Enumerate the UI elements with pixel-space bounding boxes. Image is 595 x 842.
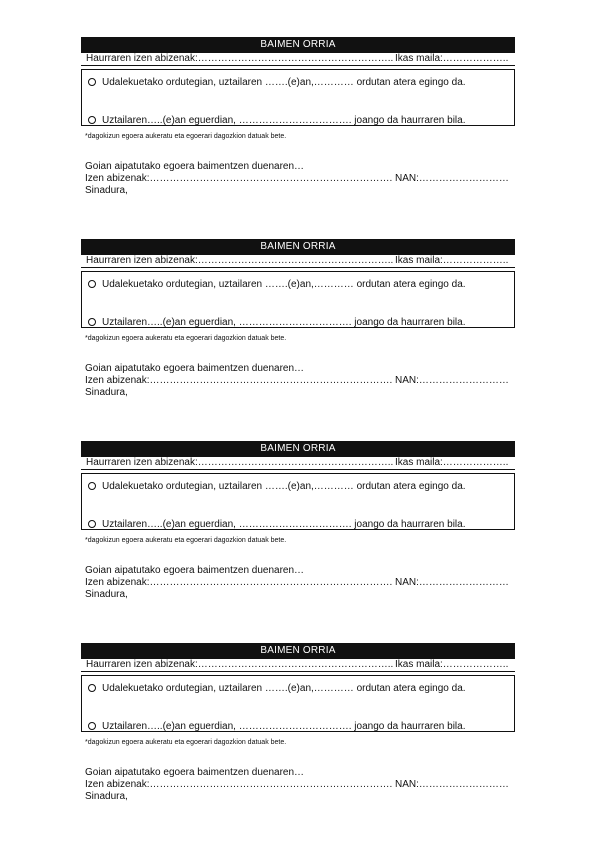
id-number-field[interactable]: NAN:……………………… [395,173,509,184]
option-label: Udalekuetako ordutegian, uztailaren …….(e)an,………… ordutan atera egingo da. [102,481,466,492]
option-pickup-noon[interactable] [88,721,466,733]
form-header: BAIMEN ORRIA [81,239,515,255]
option-label: Uztailaren…..(e)an eguerdian, ……………………………. joango da haurraren bila. [102,519,466,530]
permission-form-3 [81,441,515,600]
school-level-field[interactable]: Ikas maila:……………….. [395,53,509,64]
option-label: Udalekuetako ordutegian, uztailaren …….(e)an,………… ordutan atera egingo da. [102,77,466,88]
option-label: Udalekuetako ordutegian, uztailaren …….(e)an,………… ordutan atera egingo da. [102,279,466,290]
child-name-field[interactable]: Haurraren izen abizenak:………………………………………………….. [86,53,394,64]
child-name-field[interactable]: Haurraren izen abizenak:………………………………………………….. [86,457,394,468]
radio-circle-icon[interactable] [88,482,96,490]
instruction-note: *dagokizun egoera aukeratu eta egoerari dagozkion datuak bete. [85,739,287,746]
consent-line: Goian aipatutako egoera baimentzen duenaren… [85,161,305,172]
form-header: BAIMEN ORRIA [81,643,515,659]
option-label: Uztailaren…..(e)an eguerdian, ……………………………. joango da haurraren bila. [102,115,466,126]
id-number-field[interactable]: NAN:……………………… [395,577,509,588]
option-pickup-noon[interactable] [88,317,466,329]
option-label: Uztailaren…..(e)an eguerdian, ……………………………. joango da haurraren bila. [102,721,466,732]
options-box [81,69,515,126]
radio-circle-icon[interactable] [88,520,96,528]
radio-circle-icon[interactable] [88,722,96,730]
signature-label: Sinadura, [85,791,128,802]
option-pickup-schedule[interactable] [88,279,466,291]
authorizer-block [85,161,509,197]
signature-label: Sinadura, [85,387,128,398]
option-label: Udalekuetako ordutegian, uztailaren …….(e)an,………… ordutan atera egingo da. [102,683,466,694]
authorizer-block [85,565,509,601]
option-pickup-noon[interactable] [88,519,466,531]
instruction-note: *dagokizun egoera aukeratu eta egoerari dagozkion datuak bete. [85,537,287,544]
option-pickup-schedule[interactable] [88,481,466,493]
permission-form-1 [81,37,515,196]
form-header: BAIMEN ORRIA [81,441,515,457]
permission-form-2 [81,239,515,398]
school-level-field[interactable]: Ikas maila:……………….. [395,659,509,670]
radio-circle-icon[interactable] [88,318,96,326]
authorizer-name-field[interactable]: Izen abizenak:………………………………………………………………. [85,375,393,386]
child-name-row [81,255,515,268]
instruction-note: *dagokizun egoera aukeratu eta egoerari dagozkion datuak bete. [85,133,287,140]
permission-form-4 [81,643,515,802]
id-number-field[interactable]: NAN:……………………… [395,779,509,790]
child-name-field[interactable]: Haurraren izen abizenak:………………………………………………….. [86,659,394,670]
option-label: Uztailaren…..(e)an eguerdian, ……………………………. joango da haurraren bila. [102,317,466,328]
instruction-note: *dagokizun egoera aukeratu eta egoerari dagozkion datuak bete. [85,335,287,342]
signature-label: Sinadura, [85,185,128,196]
authorizer-name-field[interactable]: Izen abizenak:………………………………………………………………. [85,577,393,588]
radio-circle-icon[interactable] [88,116,96,124]
school-level-field[interactable]: Ikas maila:……………….. [395,255,509,266]
consent-line: Goian aipatutako egoera baimentzen duenaren… [85,363,305,374]
option-pickup-schedule[interactable] [88,77,466,89]
consent-line: Goian aipatutako egoera baimentzen duenaren… [85,565,305,576]
child-name-row [81,457,515,470]
options-box [81,271,515,328]
child-name-row [81,659,515,672]
child-name-field[interactable]: Haurraren izen abizenak:………………………………………………….. [86,255,394,266]
option-pickup-schedule[interactable] [88,683,466,695]
authorizer-name-field[interactable]: Izen abizenak:………………………………………………………………. [85,173,393,184]
authorizer-block [85,363,509,399]
authorizer-name-field[interactable]: Izen abizenak:………………………………………………………………. [85,779,393,790]
options-box [81,675,515,732]
consent-line: Goian aipatutako egoera baimentzen duenaren… [85,767,305,778]
school-level-field[interactable]: Ikas maila:……………….. [395,457,509,468]
form-header: BAIMEN ORRIA [81,37,515,53]
id-number-field[interactable]: NAN:……………………… [395,375,509,386]
radio-circle-icon[interactable] [88,78,96,86]
radio-circle-icon[interactable] [88,280,96,288]
authorizer-block [85,767,509,803]
options-box [81,473,515,530]
option-pickup-noon[interactable] [88,115,466,127]
radio-circle-icon[interactable] [88,684,96,692]
child-name-row [81,53,515,66]
signature-label: Sinadura, [85,589,128,600]
